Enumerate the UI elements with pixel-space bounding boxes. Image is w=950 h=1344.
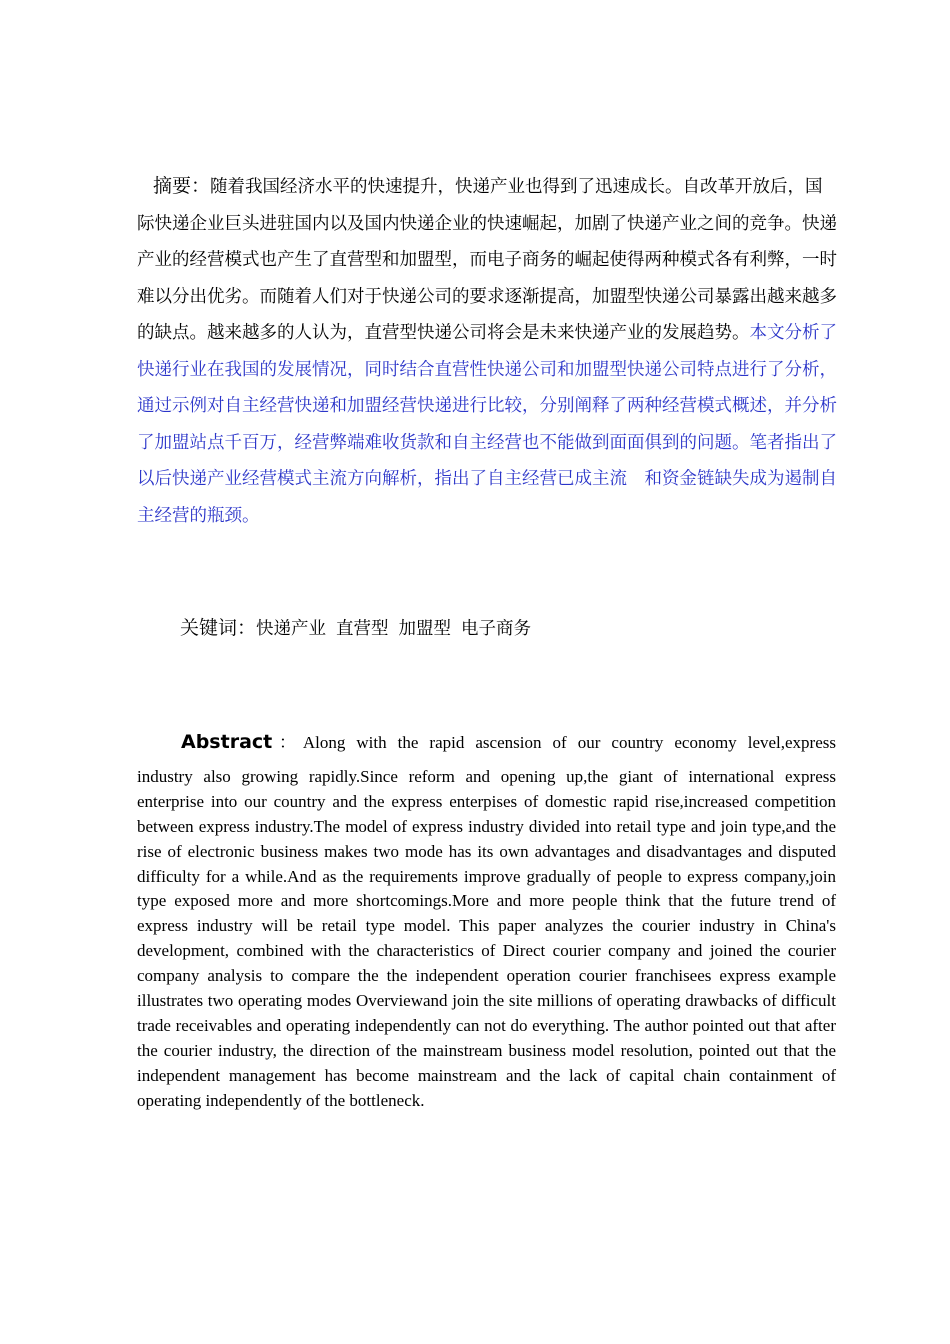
english-abstract-lead-text: Along with the rapid ascension of our country economy level,express bbox=[302, 733, 836, 752]
english-abstract-body: industry also growing rapidly.Since reform and opening up,the giant of international express enterprise into our country and the express enterpises of domestic rapid rise,increased competition between express industry.The model of express industry divided into retail type and join type,and the rise of electronic business makes two mode has its own advantages and disadvantages and disputed difficulty for a while.And as the requirements improve gradually of people to express company,join type exposed more and more shortcomings.More and more people think that the future trend of express industry will be retail type model. This paper analyzes the courier industry in China's development, combined with the characteristics of Direct courier company and joined the courier company analysis to compare the the independent operation courier franchisees express example illustrates two operating modes Overviewand join the site millions of operating drawbacks of difficult trade receivables and operating independently can not do everything. The author pointed out that after the courier industry, the direction of the mainstream business model resolution, pointed out that the independent management has become mainstream and the lack of capital chain containment of operating independently of the bottleneck. bbox=[137, 766, 836, 1110]
chinese-abstract-text: 随着我国经济水平的快速提升，快递产业也得到了迅速成长。自改革开放后，国际快递企业巨头进驻国内以及国内快递企业的快速崛起，加剧了快递产业之间的竞争。快递产业的经营模式也产生了直营型和加盟型，而电子商务的崛起使得两种模式各有利弊，一时难以分出优劣。而随着人们对于快递公司的要求逐渐提高，加盟型快递公司暴露出越来越多的缺点。越来越多的人认为，直营型快递公司将会是未来快递产业的发展趋势。 bbox=[137, 177, 837, 343]
english-abstract-first-line bbox=[137, 730, 836, 756]
english-abstract-label: Abstract bbox=[181, 731, 273, 753]
keyword: 直营型 bbox=[336, 619, 389, 639]
chinese-abstract-label: 摘要： bbox=[153, 175, 211, 197]
keyword: 加盟型 bbox=[398, 619, 452, 639]
chinese-keywords bbox=[180, 613, 531, 640]
chinese-abstract-highlighted-text: 本文分析了快递行业在我国的发展情况，同时结合直营性快递公司和加盟型快递公司特点进行了分析，通过示例对自主经营快递和加盟经营快递进行比较，分别阐释了两种经营模式概述，并分析了加盟站点千百万，经营弊端难收货款和自主经营也不能做到面面俱到的问题。笔者指出了以后快递产业经营模式主流方向解析，指出了自主经营已成主流 和资金链缺失成为遏制自主经营的瓶颈。 bbox=[137, 323, 837, 526]
keyword: 电子商务 bbox=[461, 619, 532, 639]
english-abstract-colon: ： bbox=[272, 733, 303, 752]
keywords-label: 关键词： bbox=[180, 617, 257, 639]
english-abstract bbox=[137, 730, 836, 1114]
chinese-abstract bbox=[137, 168, 837, 534]
keyword: 快递产业 bbox=[256, 619, 327, 639]
